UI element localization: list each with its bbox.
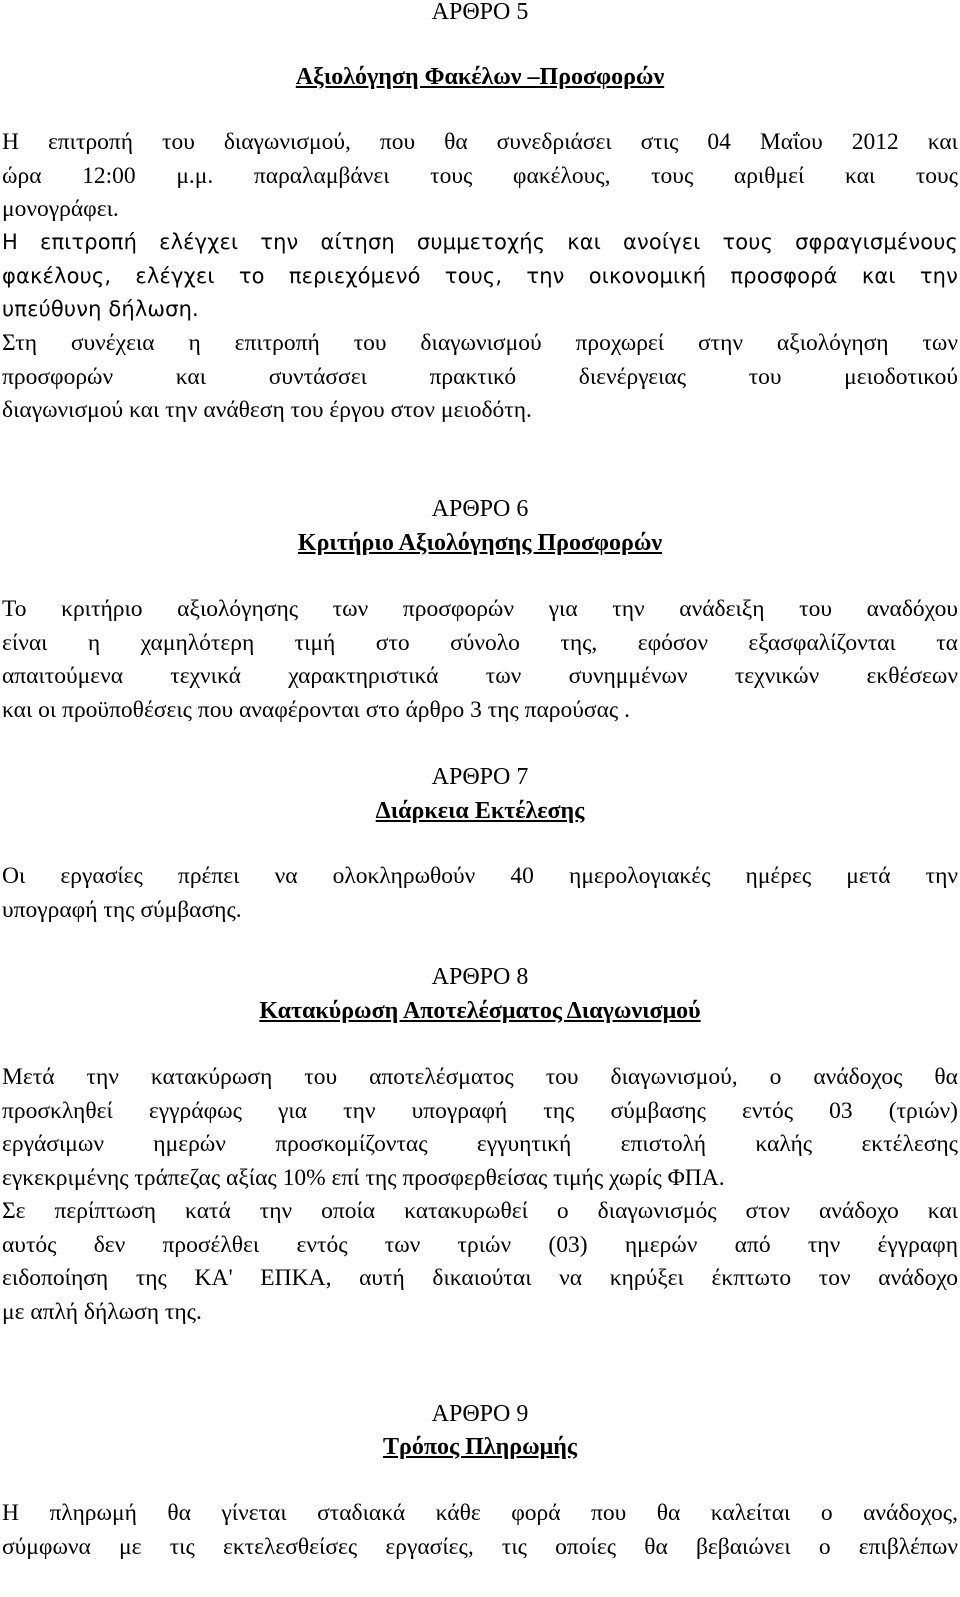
article-7-heading: ΑΡΘΡΟ 7 <box>431 764 529 790</box>
text-line: προσφορών και συντάσσει πρακτικό διενέργειας του μειοδοτικού <box>2 363 958 390</box>
article-9-title: Τρόπος Πληρωμής <box>383 1434 577 1460</box>
article-9-heading: ΑΡΘΡΟ 9 <box>431 1401 529 1427</box>
text-line: αυτός δεν προσέλθει εντός των τριών (03) ημερών από την έγγραφη <box>2 1231 958 1258</box>
article-6-heading: ΑΡΘΡΟ 6 <box>431 496 529 522</box>
article-8-paragraph-1 <box>2 1061 958 1195</box>
article-8-title: Κατακύρωση Αποτελέσματος Διαγωνισμού <box>259 998 701 1024</box>
article-8-heading: ΑΡΘΡΟ 8 <box>431 964 529 990</box>
text-line: υπογραφή της σύμβασης. <box>2 896 242 923</box>
text-line: εργάσιμων ημερών προσκομίζοντας εγγυητική επιστολή καλής εκτέλεσης <box>2 1131 958 1157</box>
text-line: και οι προϋποθέσεις που αναφέρονται στο άρθρο 3 της παρούσας . <box>2 696 630 723</box>
text-line: ειδοποίηση της ΚΑ' ΕΠΚΑ, αυτή δικαιούται να κηρύξει έκπτωτο τον ανάδοχο <box>2 1265 958 1291</box>
article-7-paragraph-1 <box>2 860 958 927</box>
article-8-paragraph-2 <box>2 1195 958 1329</box>
article-5-paragraph-2 <box>2 226 958 327</box>
text-line: Η πληρωμή θα γίνεται σταδιακά κάθε φορά που θα καλείται ο ανάδοχος, <box>2 1500 958 1526</box>
text-line: προσκληθεί εγγράφως για την υπογραφή της σύμβασης εντός 03 (τριών) <box>2 1097 958 1124</box>
article-5-paragraph-3 <box>2 327 958 428</box>
article-6-title: Κριτήριο Αξιολόγησης Προσφορών <box>297 530 663 556</box>
text-line: Σε περίπτωση κατά την οποία κατακυρωθεί ο διαγωνισμός στον ανάδοχο και <box>2 1198 958 1224</box>
text-line: ώρα 12:00 μ.μ. παραλαμβάνει τους φακέλους, τους αριθμεί και τους <box>2 162 958 189</box>
text-line: Οι εργασίες πρέπει να ολοκληρωθούν 40 ημερολογιακές ημέρες μετά την <box>2 863 958 889</box>
text-line: Η επιτροπή του διαγωνισμού, που θα συνεδριάσει στις 04 Μαΐου 2012 και <box>2 129 958 155</box>
text-line: Το κριτήριο αξιολόγησης των προσφορών για την ανάδειξη του αναδόχου <box>2 596 958 622</box>
text-line: διαγωνισμού και την ανάθεση του έργου στον μειοδότη. <box>2 397 532 423</box>
article-5-title: Αξιολόγηση Φακέλων –Προσφορών <box>295 64 665 90</box>
text-line: Στη συνέχεια η επιτροπή του διαγωνισμού προχωρεί στην αξιολόγηση των <box>2 330 958 356</box>
text-line: είναι η χαμηλότερη τιμή στο σύνολο της, εφόσον εξασφαλίζονται τα <box>2 629 958 656</box>
text-line: με απλή δήλωση της. <box>2 1298 202 1325</box>
text-line: φακέλους, ελέγχει το περιεχόμενό τους, την οικονομική προσφορά και την <box>2 263 958 288</box>
text-line: Μετά την κατακύρωση του αποτελέσματος του διαγωνισμού, ο ανάδοχος θα <box>2 1064 958 1090</box>
article-7-title: Διάρκεια Εκτέλεσης <box>375 798 585 824</box>
text-line: υπεύθυνη δήλωση. <box>2 297 199 321</box>
text-line: μονογράφει. <box>2 196 119 222</box>
article-6-paragraph-1 <box>2 593 958 727</box>
article-5-heading: ΑΡΘΡΟ 5 <box>431 0 529 25</box>
text-line: απαιτούμενα τεχνικά χαρακτηριστικά των συνημμένων τεχνικών εκθέσεων <box>2 663 958 689</box>
text-line: σύμφωνα με τις εκτελεσθείσες εργασίες, τις οποίες θα βεβαιώνει ο επιβλέπων <box>2 1533 958 1560</box>
text-line: εγκεκριμένης τράπεζας αξίας 10% επί της προσφερθείσας τιμής χωρίς ΦΠΑ. <box>2 1164 725 1191</box>
article-9-paragraph-1 <box>2 1497 958 1564</box>
text-line: Η επιτροπή ελέγχει την αίτηση συμμετοχής και ανοίγει τους σφραγισμένους <box>2 230 958 254</box>
article-5-paragraph-1 <box>2 126 958 227</box>
